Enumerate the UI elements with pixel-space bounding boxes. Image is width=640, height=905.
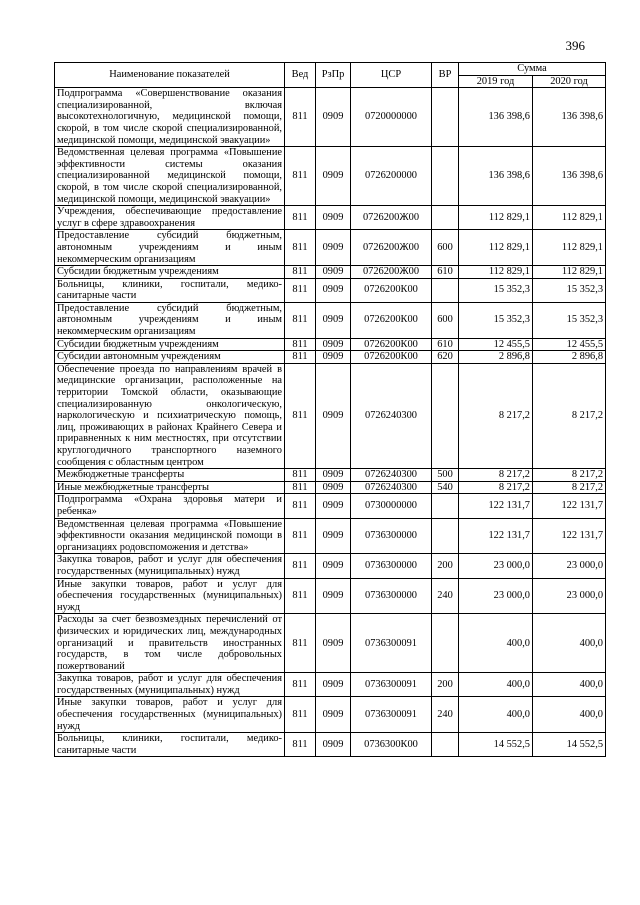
row-2019: 112 829,1	[459, 206, 533, 230]
row-vr: 200	[432, 554, 459, 578]
row-vr	[432, 147, 459, 206]
row-rzpr: 0909	[316, 206, 351, 230]
row-ved: 811	[285, 266, 316, 279]
row-rzpr: 0909	[316, 302, 351, 338]
row-2020: 15 352,3	[533, 302, 606, 338]
row-2020: 122 131,7	[533, 518, 606, 554]
row-vr: 240	[432, 697, 459, 733]
row-rzpr: 0909	[316, 363, 351, 468]
row-vr: 540	[432, 481, 459, 494]
row-name: Субсидии бюджетным учреждениям	[55, 266, 285, 279]
row-2019: 136 398,6	[459, 88, 533, 147]
row-2020: 8 217,2	[533, 363, 606, 468]
row-name: Больницы, клиники, госпитали, медико-санитарные части	[55, 733, 285, 757]
row-name: Иные закупки товаров, работ и услуг для обеспечения государственных (муниципальных) нужд	[55, 697, 285, 733]
row-vr: 600	[432, 302, 459, 338]
row-2020: 2 896,8	[533, 351, 606, 364]
row-name: Предоставление субсидий бюджетным, автономным учреждениям и иным некоммерческим организациям	[55, 302, 285, 338]
row-ved: 811	[285, 147, 316, 206]
row-2019: 400,0	[459, 614, 533, 673]
row-ved: 811	[285, 469, 316, 482]
row-csr: 0726240300	[351, 481, 432, 494]
table-row	[55, 733, 606, 757]
row-vr: 240	[432, 578, 459, 614]
table-row	[55, 481, 606, 494]
row-csr: 0726200К00	[351, 302, 432, 338]
row-name: Ведомственная целевая программа «Повышение эффективности системы оказания специализированной медицинской помощи, скорой, в том числе скорой специализированной, медицинской помощи, медицинской эвакуации»	[55, 147, 285, 206]
row-csr: 0726240300	[351, 469, 432, 482]
row-csr: 0726200000	[351, 147, 432, 206]
budget-table	[54, 62, 606, 757]
row-ved: 811	[285, 733, 316, 757]
table-row	[55, 469, 606, 482]
row-name: Обеспечение проезда по направлениям врачей в медицинские организации, расположенные на территории Томской области, оказывающие специализированную онкологическую, наркологическую и психиатрическую помощь, лиц, проживающих в районах Крайнего Севера и приравненных к ним местностях, при отсутствии круглогодичного транспортного наземного сообщения с областным центром	[55, 363, 285, 468]
row-rzpr: 0909	[316, 147, 351, 206]
row-2019: 15 352,3	[459, 278, 533, 302]
table-row	[55, 230, 606, 266]
row-ved: 811	[285, 363, 316, 468]
row-csr: 0736300091	[351, 614, 432, 673]
header-sum: Сумма	[459, 63, 606, 76]
row-ved: 811	[285, 351, 316, 364]
row-ved: 811	[285, 554, 316, 578]
row-vr: 620	[432, 351, 459, 364]
row-rzpr: 0909	[316, 481, 351, 494]
row-vr: 500	[432, 469, 459, 482]
row-vr: 610	[432, 266, 459, 279]
row-rzpr: 0909	[316, 88, 351, 147]
row-vr	[432, 206, 459, 230]
row-csr: 0726200Ж00	[351, 266, 432, 279]
row-2020: 122 131,7	[533, 494, 606, 518]
table-row	[55, 363, 606, 468]
row-rzpr: 0909	[316, 673, 351, 697]
row-2020: 400,0	[533, 673, 606, 697]
row-2020: 112 829,1	[533, 230, 606, 266]
row-rzpr: 0909	[316, 230, 351, 266]
row-2019: 23 000,0	[459, 554, 533, 578]
row-rzpr: 0909	[316, 614, 351, 673]
row-rzpr: 0909	[316, 278, 351, 302]
row-csr: 0726200К00	[351, 278, 432, 302]
header-csr: ЦСР	[351, 63, 432, 88]
row-ved: 811	[285, 88, 316, 147]
row-ved: 811	[285, 614, 316, 673]
row-rzpr: 0909	[316, 494, 351, 518]
row-vr	[432, 88, 459, 147]
table-row	[55, 614, 606, 673]
table-row	[55, 338, 606, 351]
table-row	[55, 673, 606, 697]
row-csr: 0726200Ж00	[351, 206, 432, 230]
row-2019: 8 217,2	[459, 363, 533, 468]
table-body	[55, 88, 606, 757]
row-name: Подпрограмма «Совершенствование оказания специализированной, включая высокотехнологичную, медицинской помощи, скорой, в том числе скорой специализированной, медицинской помощи, медицинской эвакуации»	[55, 88, 285, 147]
row-vr: 610	[432, 338, 459, 351]
row-name: Иные межбюджетные трансферты	[55, 481, 285, 494]
row-rzpr: 0909	[316, 733, 351, 757]
row-rzpr: 0909	[316, 469, 351, 482]
row-name: Закупка товаров, работ и услуг для обеспечения государственных (муниципальных) нужд	[55, 554, 285, 578]
row-rzpr: 0909	[316, 351, 351, 364]
table-row	[55, 578, 606, 614]
row-csr: 0726200Ж00	[351, 230, 432, 266]
row-ved: 811	[285, 230, 316, 266]
row-vr	[432, 733, 459, 757]
row-rzpr: 0909	[316, 338, 351, 351]
row-name: Субсидии бюджетным учреждениям	[55, 338, 285, 351]
table-row	[55, 697, 606, 733]
row-2019: 122 131,7	[459, 494, 533, 518]
row-ved: 811	[285, 338, 316, 351]
row-2020: 23 000,0	[533, 578, 606, 614]
row-vr: 200	[432, 673, 459, 697]
row-ved: 811	[285, 278, 316, 302]
row-name: Предоставление субсидий бюджетным, автономным учреждениям и иным некоммерческим организациям	[55, 230, 285, 266]
header-name: Наименование показателей	[55, 63, 285, 88]
row-2019: 112 829,1	[459, 230, 533, 266]
table-row	[55, 494, 606, 518]
table-row	[55, 302, 606, 338]
table-row	[55, 278, 606, 302]
row-2019: 112 829,1	[459, 266, 533, 279]
row-2020: 400,0	[533, 614, 606, 673]
row-rzpr: 0909	[316, 578, 351, 614]
row-csr: 0726200К00	[351, 338, 432, 351]
row-2019: 8 217,2	[459, 469, 533, 482]
row-ved: 811	[285, 673, 316, 697]
row-2020: 8 217,2	[533, 469, 606, 482]
header-rzpr: РзПр	[316, 63, 351, 88]
table-row	[55, 266, 606, 279]
header-ved: Вед	[285, 63, 316, 88]
row-name: Подпрограмма «Охрана здоровья матери и ребенка»	[55, 494, 285, 518]
row-2019: 23 000,0	[459, 578, 533, 614]
row-vr	[432, 518, 459, 554]
row-2020: 14 552,5	[533, 733, 606, 757]
row-csr: 0726200К00	[351, 351, 432, 364]
row-name: Ведомственная целевая программа «Повышение эффективности оказания медицинской помощи в организациях родовспоможения и детства»	[55, 518, 285, 554]
row-csr: 0736300000	[351, 578, 432, 614]
row-2019: 136 398,6	[459, 147, 533, 206]
row-csr: 0736300091	[351, 697, 432, 733]
row-vr	[432, 278, 459, 302]
row-csr: 0736300К00	[351, 733, 432, 757]
row-2019: 12 455,5	[459, 338, 533, 351]
header-2019: 2019 год	[459, 75, 533, 88]
row-vr	[432, 614, 459, 673]
row-name: Иные закупки товаров, работ и услуг для обеспечения государственных (муниципальных) нужд	[55, 578, 285, 614]
row-csr: 0736300000	[351, 554, 432, 578]
row-2019: 8 217,2	[459, 481, 533, 494]
row-2019: 15 352,3	[459, 302, 533, 338]
row-2020: 136 398,6	[533, 88, 606, 147]
table-row	[55, 88, 606, 147]
row-vr: 600	[432, 230, 459, 266]
row-name: Больницы, клиники, госпитали, медико-санитарные части	[55, 278, 285, 302]
row-csr: 0726240300	[351, 363, 432, 468]
header-2020: 2020 год	[533, 75, 606, 88]
row-2020: 8 217,2	[533, 481, 606, 494]
row-vr	[432, 363, 459, 468]
row-2020: 15 352,3	[533, 278, 606, 302]
row-ved: 811	[285, 518, 316, 554]
row-ved: 811	[285, 578, 316, 614]
row-csr: 0720000000	[351, 88, 432, 147]
table-row	[55, 351, 606, 364]
row-csr: 0736300000	[351, 518, 432, 554]
row-csr: 0736300091	[351, 673, 432, 697]
row-2019: 2 896,8	[459, 351, 533, 364]
header-vr: ВР	[432, 63, 459, 88]
page-number: 396	[565, 38, 585, 53]
row-name: Учреждения, обеспечивающие предоставление услуг в сфере здравоохранения	[55, 206, 285, 230]
row-name: Межбюджетные трансферты	[55, 469, 285, 482]
row-ved: 811	[285, 697, 316, 733]
row-ved: 811	[285, 206, 316, 230]
table-row	[55, 518, 606, 554]
row-name: Расходы за счет безвозмездных перечислений от физических и юридических лиц, международных организаций и правительств иностранных государств, в том числе добровольных пожертвований	[55, 614, 285, 673]
row-2020: 112 829,1	[533, 206, 606, 230]
table-row	[55, 554, 606, 578]
row-2020: 23 000,0	[533, 554, 606, 578]
row-ved: 811	[285, 494, 316, 518]
row-2020: 136 398,6	[533, 147, 606, 206]
row-vr	[432, 494, 459, 518]
row-rzpr: 0909	[316, 266, 351, 279]
row-rzpr: 0909	[316, 697, 351, 733]
row-2020: 400,0	[533, 697, 606, 733]
row-csr: 0730000000	[351, 494, 432, 518]
row-name: Субсидии автономным учреждениям	[55, 351, 285, 364]
row-2019: 400,0	[459, 673, 533, 697]
row-2020: 12 455,5	[533, 338, 606, 351]
row-2019: 14 552,5	[459, 733, 533, 757]
row-name: Закупка товаров, работ и услуг для обеспечения государственных (муниципальных) нужд	[55, 673, 285, 697]
row-rzpr: 0909	[316, 554, 351, 578]
row-2019: 400,0	[459, 697, 533, 733]
row-2019: 122 131,7	[459, 518, 533, 554]
row-ved: 811	[285, 302, 316, 338]
table-row	[55, 147, 606, 206]
row-rzpr: 0909	[316, 518, 351, 554]
table-row	[55, 206, 606, 230]
row-2020: 112 829,1	[533, 266, 606, 279]
row-ved: 811	[285, 481, 316, 494]
